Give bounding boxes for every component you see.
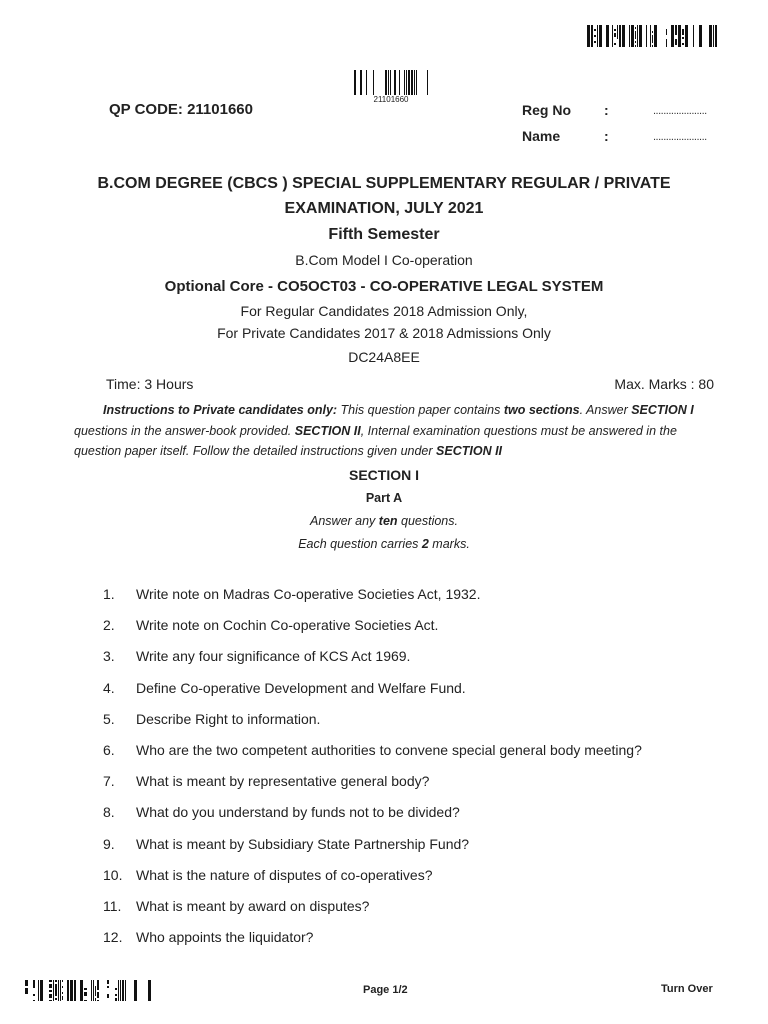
name-field: .....................	[653, 131, 707, 143]
barcode-number: 21101660	[373, 95, 409, 104]
question-text: What is meant by Subsidiary State Partnership Fund?	[136, 836, 470, 852]
semester: Fifth Semester	[328, 226, 440, 243]
qp-code: QP CODE: 21101660	[109, 101, 253, 118]
programme: B.Com Model I Co-operation	[295, 252, 473, 268]
regular-candidates: For Regular Candidates 2018 Admission Only,	[240, 303, 528, 319]
reg-no-label: Reg No	[522, 102, 571, 118]
name-colon: :	[604, 128, 609, 144]
question-text: Who are the two competent authorities to convene special general body meeting?	[136, 742, 642, 758]
question-text: Define Co-operative Development and Welfare Fund.	[136, 680, 466, 696]
question-number: 10.	[103, 867, 123, 883]
course-title: Optional Core - CO5OCT03 - CO-OPERATIVE LEGAL SYSTEM	[164, 278, 604, 295]
name-label: Name	[522, 128, 561, 144]
question-text: Who appoints the liquidator?	[136, 929, 314, 945]
time-allowed: Time: 3 Hours	[106, 376, 194, 392]
question-number: 7.	[103, 773, 115, 789]
barcode-bottom-left	[25, 980, 156, 1001]
exam-title-line1: B.COM DEGREE (CBCS ) SPECIAL SUPPLEMENTARY REGULAR / PRIVATE	[97, 175, 671, 192]
max-marks: Max. Marks : 80	[614, 376, 714, 392]
question-number: 9.	[103, 836, 115, 852]
question-text: What is meant by representative general body?	[136, 773, 430, 789]
question-number: 2.	[103, 617, 115, 633]
question-number: 11.	[103, 898, 122, 914]
question-number: 6.	[103, 742, 115, 758]
question-text: Describe Right to information.	[136, 711, 321, 727]
question-text: What is the nature of disputes of co-operatives?	[136, 867, 433, 883]
barcode-top-center	[354, 70, 428, 95]
question-text: What is meant by award on disputes?	[136, 898, 370, 914]
marks-instruction: Each question carries 2 marks.	[298, 537, 470, 551]
barcode-top-right	[587, 25, 718, 47]
question-text: What do you understand by funds not to be divided?	[136, 804, 460, 820]
paper-code: DC24A8EE	[348, 349, 420, 365]
question-number: 5.	[103, 711, 115, 727]
turn-over: Turn Over	[661, 983, 713, 995]
question-text: Write any four significance of KCS Act 1969.	[136, 648, 411, 664]
page-number: Page 1/2	[363, 984, 408, 996]
question-number: 8.	[103, 804, 115, 820]
question-text: Write note on Cochin Co-operative Societies Act.	[136, 617, 439, 633]
instructions: Instructions to Private candidates only: This question paper contains two sections. Answer SECTION I questions in the answer-book provided. SECTION II, Internal examination questions must be answered in the question paper itself. Follow the detailed instructions given under SECTION II	[74, 403, 694, 458]
instructions-lead: Instructions to Private candidates only:	[103, 403, 338, 417]
private-candidates: For Private Candidates 2017 & 2018 Admissions Only	[217, 325, 551, 341]
answer-instruction: Answer any ten questions.	[310, 514, 458, 528]
question-number: 1.	[103, 586, 115, 602]
section-title: SECTION I	[348, 467, 419, 483]
question-number: 4.	[103, 680, 115, 696]
reg-no-field: .....................	[653, 105, 707, 117]
reg-no-colon: :	[604, 102, 609, 118]
exam-title-line2: EXAMINATION, JULY 2021	[284, 200, 484, 217]
part-title: Part A	[365, 491, 403, 505]
question-number: 3.	[103, 648, 115, 664]
question-text: Write note on Madras Co-operative Societies Act, 1932.	[136, 586, 481, 602]
question-number: 12.	[103, 929, 123, 945]
